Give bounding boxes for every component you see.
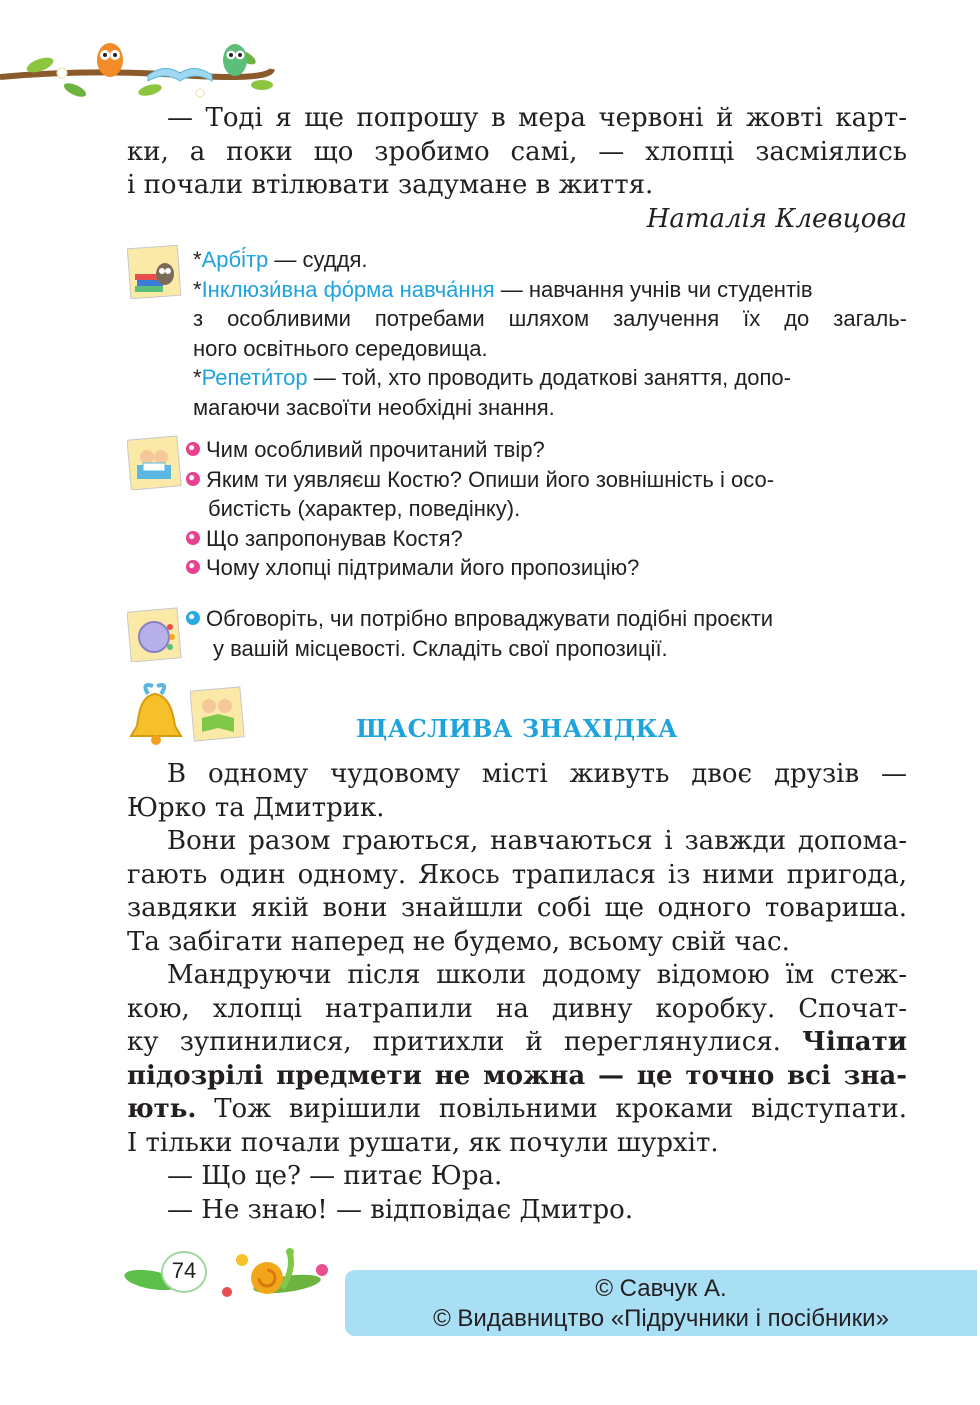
story-line: ки, а поки що зробимо самі, — хлопці засміялись	[127, 136, 907, 167]
story-line: Мандруючи після школи додому відомою їм стеж-	[167, 960, 907, 990]
glossary-item-arbiter: *Арбі́тр — суддя.	[193, 247, 368, 272]
story-ending	[127, 102, 907, 236]
story-line: і почали втілювати задумане в життя.	[127, 170, 654, 200]
story-line: гають один одному. Якось трапилася із ними пригода,	[127, 859, 907, 890]
glossary-text: ного освітнього середовища.	[193, 335, 488, 361]
story-line: І тільки почали рушати, як почули шурхіт.	[127, 1127, 719, 1158]
safety-warning: Чіпати	[802, 1027, 907, 1057]
glossary	[193, 245, 907, 422]
pink-bullet-icon	[186, 442, 200, 456]
dialog-line: — Не знаю! — відповідає Дмитро.	[167, 1194, 634, 1225]
branch-owls-decoration	[0, 35, 275, 105]
safety-warning: підозрілі предмети не можна — це точно всі зна-	[127, 1060, 907, 1091]
story-line: Вони разом граються, навчаються і завжди допома-	[167, 826, 907, 856]
questions	[186, 435, 908, 583]
glossary-item-tutor: *Репети́тор — той, хто проводить додаткові заняття, допо-	[193, 365, 791, 390]
story-title: ЩАСЛИВА ЗНАХІДКА	[356, 714, 678, 743]
story-line: кою, хлопці натрапили на дивну коробку. Спочат-	[127, 993, 907, 1024]
story-line: ють. Тож вирішили повільними кроками відступати.	[127, 1094, 907, 1124]
story-line: — Тоді я ще попрошу в мера червоні й жовті карт-	[167, 103, 907, 133]
story-line: завдяки якій вони знайшли собі ще одного товариша.	[127, 893, 907, 923]
question-item: Чому хлопці підтримали його пропозицію?	[186, 553, 908, 583]
glossary-item-inclusive: *Інклюзи́вна фо́рма навча́ння — навчання учнів чи студентів	[193, 276, 813, 302]
dialog-line: — Що це? — питає Юра.	[167, 1161, 503, 1191]
glossary-text: магаючи засвоїти необхідні знання.	[193, 394, 555, 420]
discussion-task	[186, 604, 908, 663]
safety-warning: ють.	[127, 1094, 197, 1124]
story-text	[127, 758, 907, 1227]
copyright-box	[345, 1270, 977, 1336]
question-continuation: бистість (характер, поведінку).	[208, 496, 521, 521]
story-line	[127, 1060, 907, 1094]
question-item: Що запропонував Костя?	[186, 524, 908, 554]
palette-icon	[127, 607, 182, 662]
blue-bullet-icon	[186, 611, 200, 625]
copyright-author: © Савчук А.	[595, 1275, 727, 1302]
pink-bullet-icon	[186, 560, 200, 574]
story-line: Юрко та Дмитрик.	[127, 792, 385, 823]
glossary-term: Репети́тор	[201, 365, 308, 390]
glossary-text: з особливими потребами шляхом залучення їх до загаль-	[193, 306, 907, 331]
question-item: Чим особливий прочитаний твір?	[186, 435, 908, 465]
author-name: Наталія Клевцова	[646, 203, 907, 234]
pink-bullet-icon	[186, 472, 200, 486]
glossary-term: Інклюзи́вна фо́рма навча́ння	[201, 276, 495, 302]
pink-bullet-icon	[186, 531, 200, 545]
discussion-continuation: у вашій місцевості. Складіть свої пропозиції.	[213, 635, 668, 661]
flowers-snail-decoration	[122, 1240, 337, 1305]
glossary-term: Арбі́тр	[201, 247, 269, 272]
question-item: Яким ти уявляєш Костю? Опиши його зовнішність і осо-	[186, 465, 908, 495]
reading-children-icon	[127, 435, 182, 490]
copyright-publisher: © Видавництво «Підручники і посібники»	[433, 1305, 889, 1332]
page-number: 74	[171, 1258, 197, 1283]
story-line: В одному чудовому місті живуть двоє друзів —	[167, 759, 907, 789]
books-owl-icon	[127, 244, 182, 299]
story-line: Та забігати наперед не будемо, всьому свій час.	[127, 926, 790, 957]
discussion-item: Обговоріть, чи потрібно впроваджувати подібні проєкти	[186, 604, 908, 634]
story-line: ку зупинилися, притихли й переглянулися. Чіпати	[127, 1027, 907, 1057]
